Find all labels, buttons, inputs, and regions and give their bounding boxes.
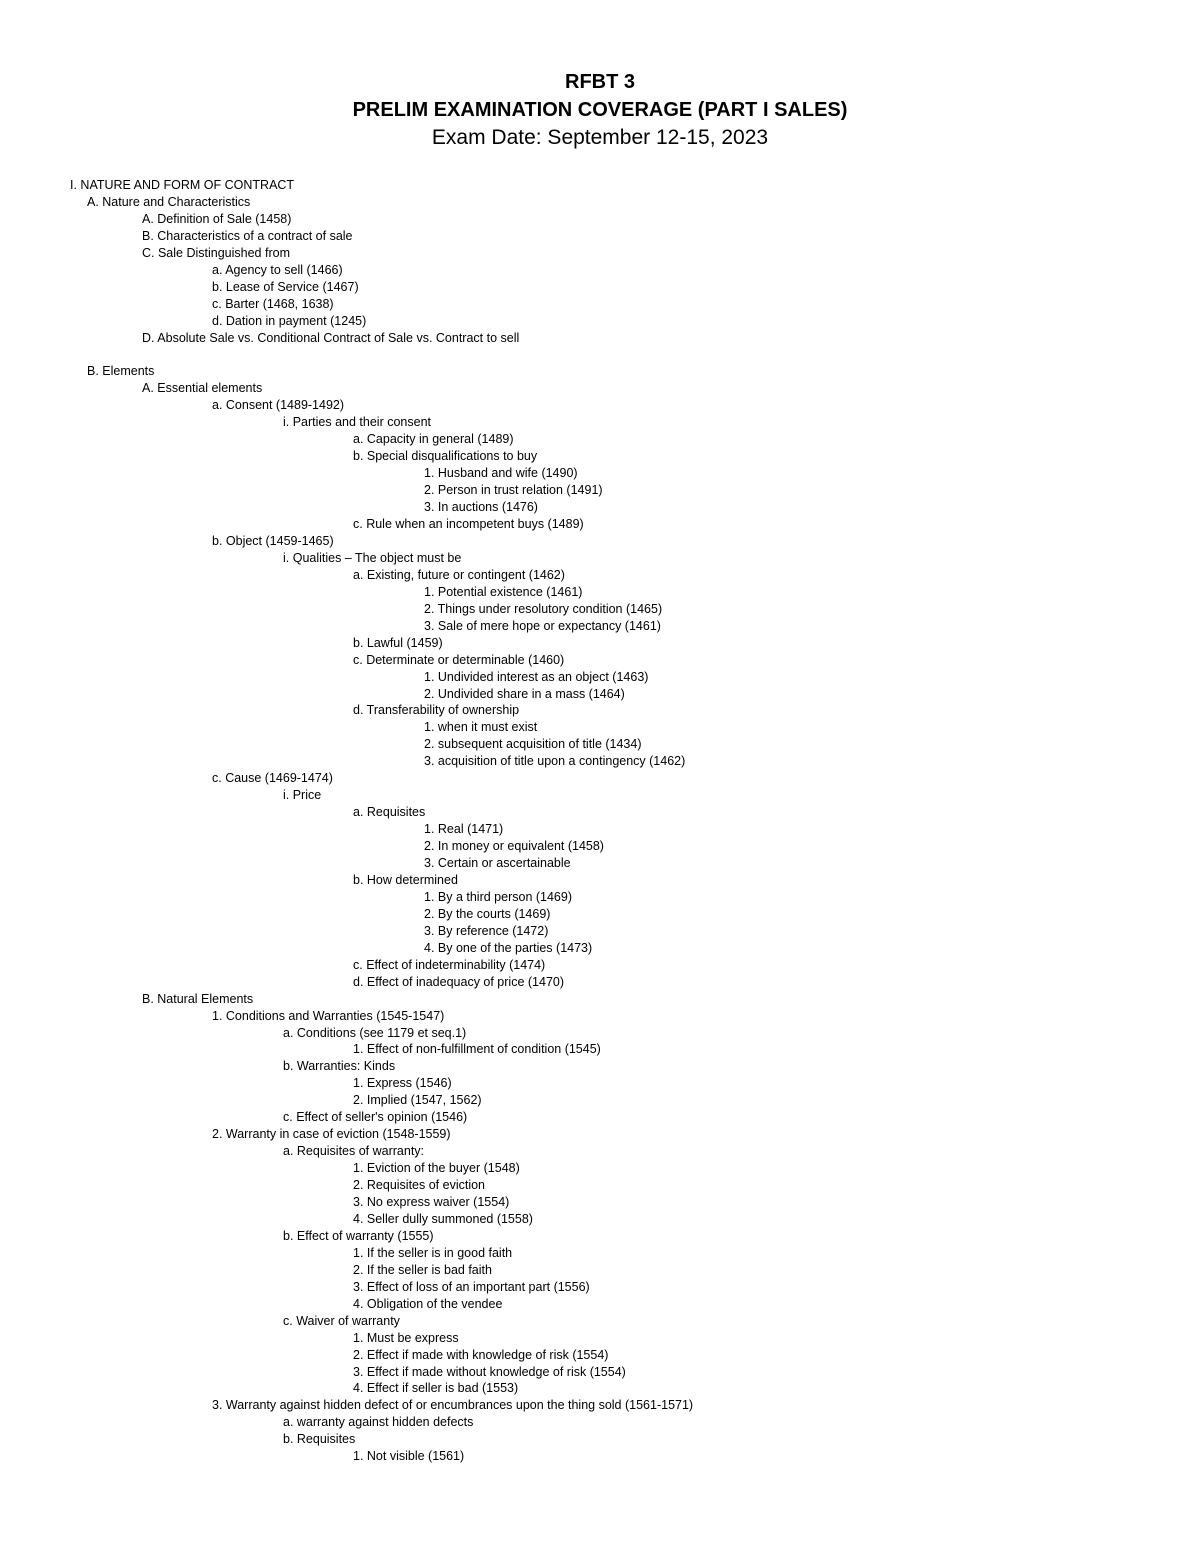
outline-item: 3. In auctions (1476) [424,500,538,515]
outline-item: b. Lease of Service (1467) [212,279,359,294]
outline-item: B. Elements [87,364,155,379]
outline-item: 1. when it must exist [424,720,538,735]
outline-item: c. Determinate or determinable (1460) [353,652,565,667]
outline-item: 3. Effect of loss of an important part (1556) [353,1279,590,1294]
outline-item: 1. By a third person (1469) [424,889,572,904]
outline-item: I. NATURE AND FORM OF CONTRACT [70,178,295,192]
outline-item: b. Lawful (1459) [353,635,443,650]
outline-item: 1. Effect of non-fulfillment of condition (1545) [353,1042,601,1057]
outline-item: d. Dation in payment (1245) [212,313,367,328]
outline-item: a. Conditions (see 1179 et seq.1) [283,1025,467,1040]
outline-item: 2. In money or equivalent (1458) [424,839,604,854]
outline-item: a. Consent (1489-1492) [212,398,345,413]
outline-item: a. Requisites [353,805,426,820]
outline-item: 2. Things under resolutory condition (1465) [424,601,663,616]
outline-item: 1. Express (1546) [353,1076,452,1091]
outline-item: 3. By reference (1472) [424,923,549,938]
outline-item: c. Rule when an incompetent buys (1489) [353,517,584,531]
outline-item: 3. acquisition of title upon a contingency (1462) [424,754,686,769]
outline-item: a. warranty against hidden defects [283,1415,474,1430]
outline-item: c. Effect of indeterminability (1474) [353,957,546,972]
outline-item: a. Capacity in general (1489) [353,432,514,447]
outline-item: 1. Eviction of the buyer (1548) [353,1161,520,1176]
outline-item: 2. Person in trust relation (1491) [424,483,603,498]
outline-item: 2. Implied (1547, 1562) [353,1093,482,1108]
outline-item: 3. No express waiver (1554) [353,1195,510,1209]
outline-item: a. Agency to sell (1466) [212,262,343,277]
outline-item: 2. Warranty in case of eviction (1548-1559) [212,1127,451,1142]
outline-item: 4. By one of the parties (1473) [424,940,593,955]
outline-item: 1. Conditions and Warranties (1545-1547) [212,1008,445,1023]
outline-item: c. Cause (1469-1474) [212,771,333,786]
document-subtitle: PRELIM EXAMINATION COVERAGE (PART I SALES) [352,99,848,121]
outline-item: 1. Undivided interest as an object (1463) [424,669,649,684]
outline-item: 1. Husband and wife (1490) [424,466,578,481]
outline-item: 3. Warranty against hidden defect of or encumbrances upon the thing sold (1561-1571) [212,1398,694,1413]
outline-item: i. Price [283,788,322,803]
outline-item: 2. By the courts (1469) [424,906,551,921]
outline-item: b. Object (1459-1465) [212,533,334,548]
outline-item: a. Requisites of warranty: [283,1144,425,1159]
outline-item: 2. Undivided share in a mass (1464) [424,686,625,701]
outline-item: 2. Effect if made with knowledge of risk (1554) [353,1347,609,1362]
outline-item: 3. Sale of mere hope or expectancy (1461) [424,618,661,633]
outline-item: b. Special disqualifications to buy [353,449,538,464]
outline-item: b. Effect of warranty (1555) [283,1228,434,1243]
outline-item: d. Transferability of ownership [353,703,520,718]
outline-item: i. Parties and their consent [283,415,431,430]
outline-item: 1. If the seller is in good faith [353,1245,513,1260]
outline-item: D. Absolute Sale vs. Conditional Contract of Sale vs. Contract to sell [142,330,520,345]
outline-item: c. Barter (1468, 1638) [212,296,334,311]
outline-item: c. Waiver of warranty [283,1313,400,1328]
outline-item: 2. Requisites of eviction [353,1178,486,1193]
document-header [0,68,1200,152]
outline-item: 4. Effect if seller is bad (1553) [353,1381,519,1396]
outline-item: i. Qualities – The object must be [283,550,462,565]
outline-item: C. Sale Distinguished from [142,245,290,260]
document-title: RFBT 3 [565,71,635,93]
outline-item: c. Effect of seller's opinion (1546) [283,1110,468,1125]
outline-item: 4. Obligation of the vendee [353,1296,503,1311]
outline-item: 1. Not visible (1561) [353,1449,465,1464]
outline-item: A. Essential elements [142,381,263,396]
outline-item: b. Warranties: Kinds [283,1059,396,1074]
outline-item: d. Effect of inadequacy of price (1470) [353,974,565,989]
exam-date: Exam Date: September 12-15, 2023 [431,126,769,149]
outline-item: 1. Must be express [353,1330,459,1345]
outline-item: 3. Certain or ascertainable [424,856,571,870]
outline-item: 4. Seller dully summoned (1558) [353,1211,533,1226]
outline-item: a. Existing, future or contingent (1462) [353,567,565,582]
outline-item: b. Requisites [283,1432,356,1447]
outline-item: B. Natural Elements [142,991,254,1006]
outline-item: 2. subsequent acquisition of title (1434) [424,737,642,752]
outline-item: 2. If the seller is bad faith [353,1262,492,1277]
outline-item: b. How determined [353,872,458,887]
outline-item: B. Characteristics of a contract of sale [142,228,353,243]
outline-item: A. Definition of Sale (1458) [142,211,292,226]
outline-item: 3. Effect if made without knowledge of risk (1554) [353,1364,626,1379]
outline-item: 1. Potential existence (1461) [424,584,583,599]
outline-item: A. Nature and Characteristics [87,194,251,209]
outline-item: 1. Real (1471) [424,822,504,837]
